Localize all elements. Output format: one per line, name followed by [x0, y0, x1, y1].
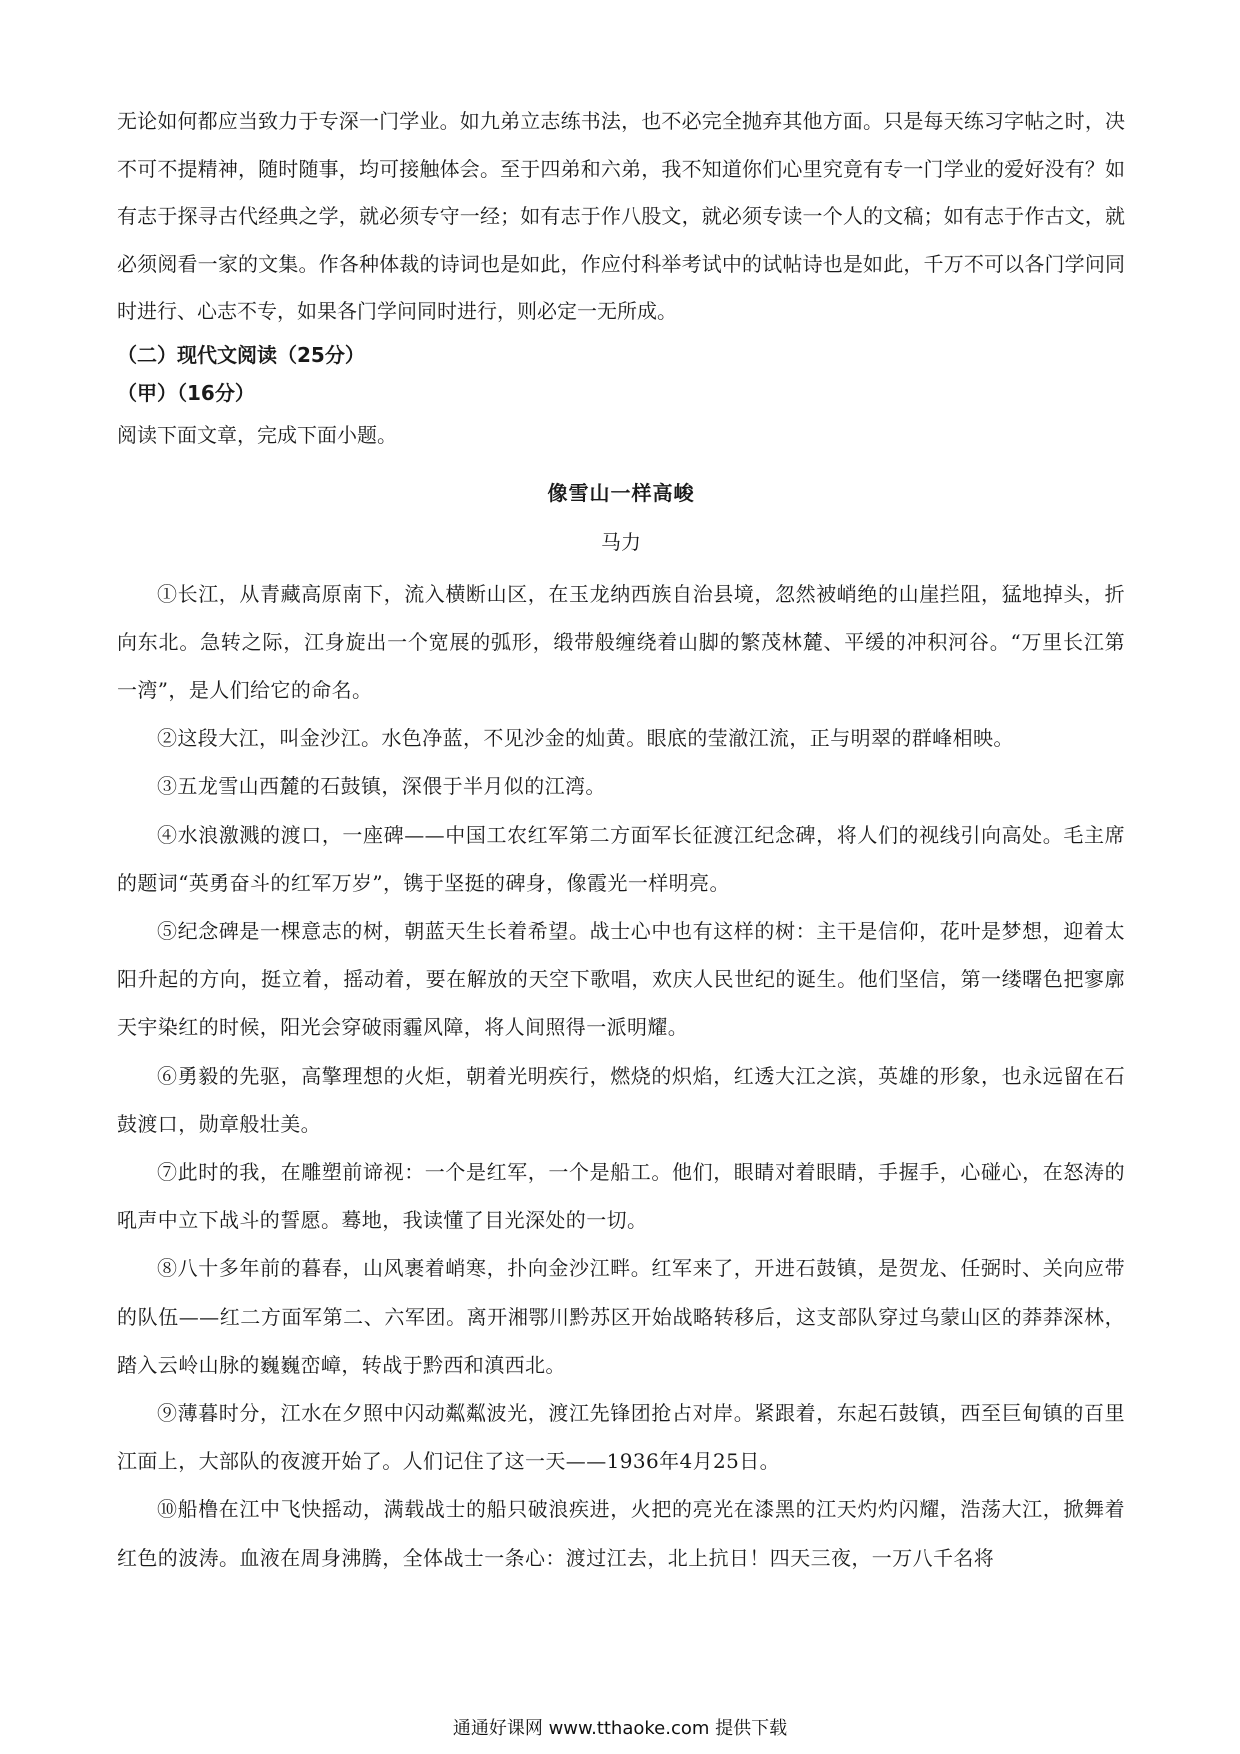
article-title: 像雪山一样高峻 [547, 480, 695, 505]
article-paragraph-5: ⑤纪念碑是一棵意志的树，朝蓝天生长着希望。战士心中也有这样的树：主干是信仰，花叶是梦想，迎着太阳升起的方向，挺立着，摇动着，要在解放的天空下歌唱，欢庆人民世纪的诞生。他们坚信，第一缕曙色把寥廓天宇染红的时候，阳光会穿破雨霾风障，将人间照得一派明耀。 [117, 918, 1125, 1040]
page-content [117, 98, 1125, 1582]
article-paragraph-7: ⑦此时的我，在雕塑前谛视：一个是红军，一个是船工。他们，眼睛对着眼睛，手握手，心碰心，在怒涛的吼声中立下战斗的誓愿。蓦地，我读懂了目光深处的一切。 [117, 1159, 1125, 1233]
reading-instruction: 阅读下面文章，完成下面小题。 [117, 422, 397, 447]
article-paragraph-4: ④水浪激溅的渡口，一座碑——中国工农红军第二方面军长征渡江纪念碑，将人们的视线引向高处。毛主席的题词“英勇奋斗的红军万岁”，镌于坚挺的碑身，像霞光一样明亮。 [117, 822, 1125, 895]
article-paragraph-1: ①长江，从青藏高原南下，流入横断山区，在玉龙纳西族自治县境，忽然被峭绝的山崖拦阻，猛地掉头，折向东北。急转之际，江身旋出一个宽展的弧形，缎带般缠绕着山脚的繁茂林麓、平缓的冲积河谷。“万里长江第一湾”，是人们给它的命名。 [117, 581, 1125, 702]
intro-section [117, 98, 1125, 336]
section-heading: （二）现代文阅读（25分） [117, 342, 365, 367]
article-paragraph-6: ⑥勇毅的先驱，高擎理想的火炬，朝着光明疾行，燃烧的炽焰，红透大江之滨，英雄的形象，也永远留在石鼓渡口，勋章般壮美。 [117, 1063, 1125, 1136]
article-paragraph-2: ②这段大江，叫金沙江。水色净蓝，不见沙金的灿黄。眼底的莹澈江流，正与明翠的群峰相映。 [157, 726, 1014, 751]
article-paragraph-9: ⑨薄暮时分，江水在夕照中闪动粼粼波光，渡江先锋团抢占对岸。紧跟着，东起石鼓镇，西至巨甸镇的百里江面上，大部队的夜渡开始了。人们记住了这一天——1936年4月25日。 [117, 1400, 1125, 1474]
subsection-heading: （甲）（16分） [117, 380, 255, 405]
page-footer: 通通好课网 www.tthaoke.com 提供下载 [452, 1718, 788, 1739]
article-paragraph-3: ③五龙雪山西麓的石鼓镇，深偎于半月似的江湾。 [157, 774, 606, 799]
article-author: 马力 [601, 529, 641, 554]
article-paragraph-10: ⑩船橹在江中飞快摇动，满载战士的船只破浪疾进，火把的亮光在漆黑的江天灼灼闪耀，浩荡大江，掀舞着红色的波涛。血液在周身沸腾，全体战士一条心：渡过江去，北上抗日！四天三夜，一万八千名将 [117, 1497, 1125, 1570]
article-paragraph-8: ⑧八十多年前的暮春，山风裹着峭寒，扑向金沙江畔。红军来了，开进石鼓镇，是贺龙、任弼时、关向应带的队伍——红二方面军第二、六军团。离开湘鄂川黔苏区开始战略转移后，这支部队穿过乌蒙山区的莽莽深林，踏入云岭山脉的巍巍峦嶂，转战于黔西和滇西北。 [117, 1256, 1125, 1377]
intro-paragraph: 无论如何都应当致力于专深一门学业。如九弟立志练书法，也不必完全抛弃其他方面。只是每天练习字帖之时，决不可不提精神，随时随事，均可接触体会。至于四弟和六弟，我不知道你们心里究竟有专一门学业的爱好没有？如有志于探寻古代经典之学，就必须专守一经；如有志于作八股文，就必须专读一个人的文稿；如有志于作古文，就必须阅看一家的文集。作各种体裁的诗词也是如此，作应付科举考试中的试帖诗也是如此，千万不可以各门学问同时进行、心志不专，如果各门学问同时进行，则必定一无所成。 [117, 109, 1125, 323]
article [117, 468, 1125, 1582]
